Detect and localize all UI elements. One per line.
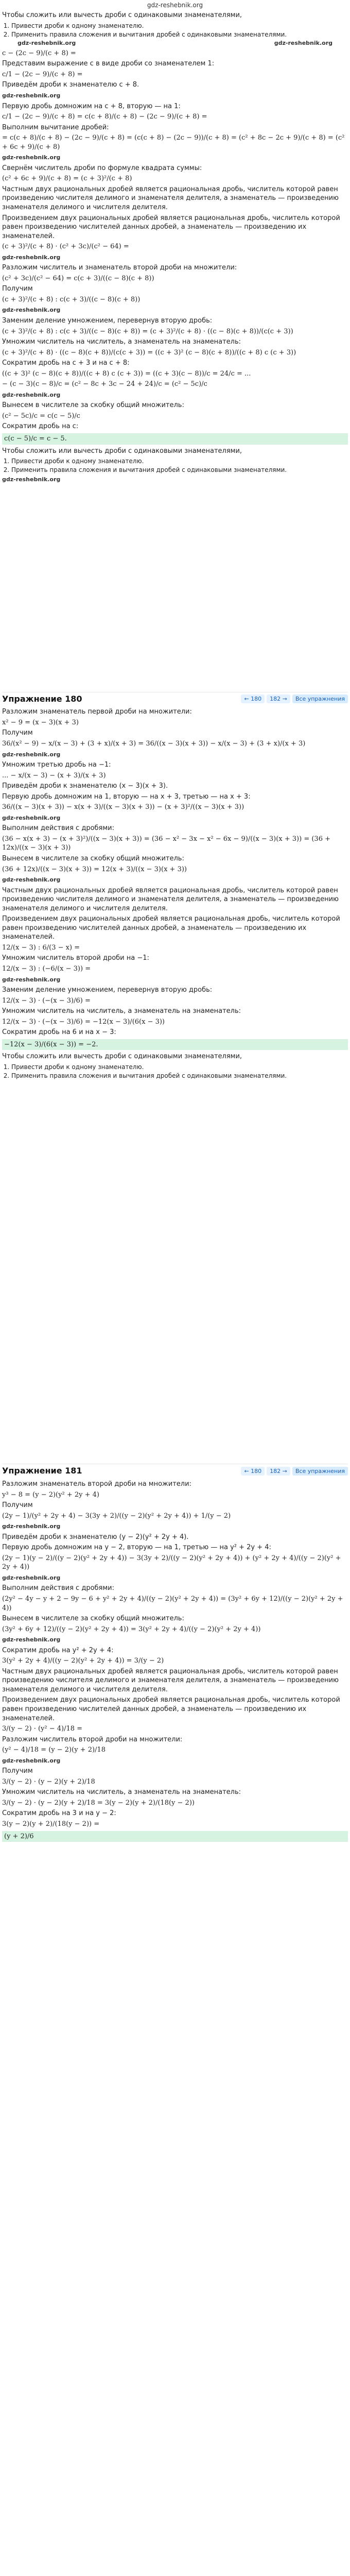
exercise-181-header xyxy=(2,1464,348,1478)
step-text: Вынесем в числителе за скобку общий множитель: xyxy=(2,1615,184,1623)
watermark: gdz-reshebnik.org xyxy=(2,476,61,483)
watermark: gdz-reshebnik.org xyxy=(2,1574,61,1581)
step-text: Умножим числитель на числитель, а знаменатель на знаменатель: xyxy=(2,338,241,346)
math-line: x² − 9 = (x − 3)(x + 3) xyxy=(2,718,79,726)
math-line: (3y² + 6y + 12)/((y − 2)(y² + 2y + 4)) = 3(y² + 2y + 4)/((y − 2)(y² + 2y + 4)) xyxy=(2,1625,261,1633)
math-line: y³ − 8 = (y − 2)(y² + 2y + 4) xyxy=(2,1490,99,1499)
math-line: 12/(x − 3) : 6/(3 − x) = xyxy=(2,943,80,952)
math-line: (2y − 1)(y − 2)/((y − 2)(y² + 2y + 4)) − 3(3y + 2)/((y − 2)(y² + 2y + 4)) + (y² + 2y + 4)/((y − 2)(y² + 2y + 4)) xyxy=(2,1554,341,1571)
step-text: Заменим деление умножением, перевернув вторую дробь: xyxy=(2,316,213,325)
step-text: Сократим дробь на 6 и на x − 3: xyxy=(2,1028,116,1037)
step-text: Частным двух рациональных дробей является рациональная дробь, числитель которой равен произведению числителя делимого и знаменателя делителя, а знаменатель — произведению знаменателя делимого и числителя делителя. xyxy=(2,886,339,912)
math-line: = c(c + 8)/(c + 8) − (2c − 9)/(c + 8) = (c(c + 8) − (2c − 9))/(c + 8) = (c² + 8c − 2c + 9)/(c + 8) = (c² + 6c + 9)/(c + 8) xyxy=(2,134,345,151)
site-top-watermark: gdz-reshebnik.org xyxy=(147,2,203,9)
math-line: c/1 − (2c − 9)/(c + 8) = c(c + 8)/(c + 8) − (2c − 9)/(c + 8) = xyxy=(2,113,207,121)
math-line: (c + 3)²/(c + 8) · ((c − 8)(c + 8))/(c(c + 3)) = ((c + 3)² (c − 8)(c + 8))/((c + 8) c (c + 3)) xyxy=(2,348,296,357)
watermark: gdz-reshebnik.org xyxy=(2,253,61,261)
step-text: Первую дробь домножим на y − 2, вторую — на 1, третью — на y² + 2y + 4: xyxy=(2,1544,271,1552)
step-text: Разложим знаменатель второй дроби на множители: xyxy=(2,1480,191,1488)
math-line: ((c + 3)² (c − 8)(c + 8))/((c + 8) c (c + 3)) = ((c + 3)(c − 8))/c = 24/c = ... xyxy=(2,369,251,378)
math-line: (c + 3)²/(c + 8) : c(c + 3)/((c − 8)(c + 8)) xyxy=(2,295,141,303)
step-text: Умножим числитель на числитель, а знаменатель на знаменатель: xyxy=(2,1007,241,1015)
watermark: gdz-reshebnik.org xyxy=(2,1523,61,1530)
step-text: Приведём дроби к знаменателю (y − 2)(y² + 2y + 4). xyxy=(2,1533,189,1541)
answer-box: (y + 2)/6 xyxy=(2,1831,348,1842)
step-text: Выполним действия с дробями: xyxy=(2,1584,114,1592)
step-text: Частным двух рациональных дробей является рациональная дробь, числитель которой равен произведению числителя делимого и знаменателя делителя, а знаменатель — произведению знаменателя делимого и числителя делителя. xyxy=(2,1667,339,1693)
watermark: gdz-reshebnik.org xyxy=(18,39,76,46)
answer-box: −12(x − 3)/(6(x − 3)) = −2. xyxy=(2,1039,348,1050)
step-text: Первую дробь домножим на 1, вторую — на x + 3, третью — на x + 3: xyxy=(2,792,251,801)
step-text: Первую дробь домножим на c + 8, вторую — на 1: xyxy=(2,102,181,110)
exercise-180-header xyxy=(2,692,348,706)
rule-item: 2. Применить правила сложения и вычитания дробей с одинаковыми знаменателями. xyxy=(11,30,348,39)
exercise-nav xyxy=(241,1467,348,1476)
step-text: Сократим дробь на c: xyxy=(2,422,79,431)
step-text: Представим выражение c в виде дроби со знаменателем 1: xyxy=(2,60,215,68)
watermark: gdz-reshebnik.org xyxy=(2,1636,61,1643)
math-line: 3/(y − 2) · (y − 2)(y + 2)/18 xyxy=(2,1777,95,1786)
step-text: Умножим числитель на числитель, а знаменатель на знаменатель: xyxy=(2,1788,241,1797)
step-text: Свернём числитель дроби по формуле квадрата суммы: xyxy=(2,164,202,172)
watermark: gdz-reshebnik.org xyxy=(2,751,61,758)
watermark: gdz-reshebnik.org xyxy=(2,814,61,821)
step-text: Умножим числитель второй дроби на −1: xyxy=(2,954,149,962)
math-line: 36/(x² − 9) − x/(x − 3) + (3 + x)/(x + 3) = 36/((x − 3)(x + 3)) − x/(x − 3) + (3 + x)/(x + 3) xyxy=(2,740,306,748)
step-text: Разложим числитель второй дроби на множители: xyxy=(2,1735,183,1743)
prev-exercise-button[interactable]: ← 180 xyxy=(241,1467,265,1476)
rules-list xyxy=(2,1063,348,1080)
math-line: 12/(x − 3) : (−6/(x − 3)) = xyxy=(2,965,91,973)
step-text: Сократим дробь на 3 и на y − 2: xyxy=(2,1809,116,1818)
math-line: 12/(x − 3) · (−(x − 3)/6) = −12(x − 3)/(6(x − 3)) xyxy=(2,1018,165,1026)
math-line: 3/(y − 2) · (y² − 4)/18 = xyxy=(2,1725,83,1733)
exercise-181-solution xyxy=(2,1480,348,1842)
watermark: gdz-reshebnik.org xyxy=(2,876,61,884)
math-line: 3/(y − 2) · (y − 2)(y + 2)/18 = 3(y − 2)(y + 2)/(18(y − 2)) xyxy=(2,1799,195,1807)
math-line: (y² − 4)/18 = (y − 2)(y + 2)/18 xyxy=(2,1746,106,1754)
answer-box: c(c − 5)/c = c − 5. xyxy=(2,433,348,445)
rules-list xyxy=(2,22,348,39)
rule-item: 1. Привести дроби к одному знаменателю. xyxy=(11,1063,348,1071)
step-text: Приведём дроби к знаменателю c + 8. xyxy=(2,81,139,89)
step-text: Умножим третью дробь на −1: xyxy=(2,761,111,769)
exercise-title: Упражнение 180 xyxy=(2,693,82,704)
step-text: Выполним вычитание дробей: xyxy=(2,123,109,131)
watermark: gdz-reshebnik.org xyxy=(2,1757,61,1764)
step-text: Приведём дроби к знаменателю (x − 3)(x + 3). xyxy=(2,782,168,790)
watermark: gdz-reshebnik.org xyxy=(2,307,61,314)
rule-item: 2. Применить правила сложения и вычитания дробей с одинаковыми знаменателями. xyxy=(11,1072,348,1080)
math-line: c − (2c − 9)/(c + 8) = xyxy=(2,49,76,57)
step-text: Получим xyxy=(2,1501,33,1510)
step-text: Сократим дробь на y² + 2y + 4: xyxy=(2,1646,114,1654)
prev-exercise-button[interactable]: ← 180 xyxy=(241,694,265,703)
exercise-title: Упражнение 181 xyxy=(2,1466,82,1476)
rule-item: 2. Применить правила сложения и вычитания дробей с одинаковыми знаменателями. xyxy=(11,466,348,474)
step-text: Вынесем в числителе за скобку общий множитель: xyxy=(2,855,184,863)
exercise-180-solution xyxy=(2,707,348,1460)
watermark: gdz-reshebnik.org xyxy=(2,976,61,983)
rules-block xyxy=(2,11,348,47)
step-text: Разложим числитель и знаменатель второй дроби на множители: xyxy=(2,264,237,272)
step-text: Частным двух рациональных дробей является рациональная дробь, числитель которой равен произведению числителя делимого и знаменателя делителя, а знаменатель — произведению знаменателя делимого и числителя делителя. xyxy=(2,185,339,211)
math-line: 3(y − 2)(y + 2)/(18(y − 2)) = xyxy=(2,1820,100,1828)
step-text: Получим xyxy=(2,1767,33,1775)
rule-item: 1. Привести дроби к одному знаменателю. xyxy=(11,457,348,465)
next-exercise-button[interactable]: 182 → xyxy=(267,694,290,703)
part1-solution xyxy=(2,49,348,688)
math-line: (c + 3)²/(c + 8) · (c² + 3c)/(c² − 64) = xyxy=(2,243,129,251)
math-line: (c² − 5c)/c = c(c − 5)/c xyxy=(2,412,80,420)
step-text: Сократим дробь на c + 3 и на c + 8: xyxy=(2,359,130,367)
rules-intro: Чтобы сложить или вычесть дроби с одинаковыми знаменателями, xyxy=(2,11,242,19)
rule-item: 1. Привести дроби к одному знаменателю. xyxy=(11,22,348,30)
watermark: gdz-reshebnik.org xyxy=(2,391,61,398)
watermark-row xyxy=(2,40,348,47)
step-text: Произведением двух рациональных дробей является рациональная дробь, числитель которой равен произведению числителей данных дробей, а знаменатель — произведению их знаменателей. xyxy=(2,915,340,941)
next-exercise-button[interactable]: 182 → xyxy=(267,1467,290,1476)
math-line: − (c − 3)(c − 8)/c = (c² − 8c + 3c − 24 + 24)/c = (c² − 5c)/c xyxy=(2,380,207,388)
math-line: (2y − 1)/(y² + 2y + 4) − 3(3y + 2)/((y − 2)(y² + 2y + 4)) + 1/(y − 2) xyxy=(2,1512,231,1520)
math-line: c/1 − (2c − 9)/(c + 8) = xyxy=(2,70,83,78)
math-line: ... − x/(x − 3) − (x + 3)/(x + 3) xyxy=(2,771,106,779)
step-text: Произведением двух рациональных дробей является рациональная дробь, числитель которой равен произведению числителей данных дробей, а знаменатель — произведению их знаменателей. xyxy=(2,1696,340,1722)
step-text: Произведением двух рациональных дробей является рациональная дробь, числитель которой равен произведению числителей данных дробей, а знаменатель — произведению их знаменателей. xyxy=(2,214,340,240)
math-line: (c + 3)²/(c + 8) : c(c + 3)/((c − 8)(c + 8)) = (c + 3)²/(c + 8) · ((c − 8)(c + 8))/(c(c + 3)) xyxy=(2,327,293,335)
step-text: Выполним действия с дробями: xyxy=(2,824,114,833)
exercise-nav xyxy=(241,694,348,703)
step-text: Разложим знаменатель первой дроби на множители: xyxy=(2,708,192,716)
step-text: Получим xyxy=(2,729,33,737)
watermark: gdz-reshebnik.org xyxy=(274,39,332,46)
step-text: Заменим деление умножением, перевернув вторую дробь: xyxy=(2,986,213,994)
math-line: 12/(x − 3) · (−(x − 3)/6) = xyxy=(2,996,91,1005)
watermark: gdz-reshebnik.org xyxy=(2,154,61,161)
math-line: 3(y² + 2y + 4)/((y − 2)(y² + 2y + 4)) = 3/(y − 2) xyxy=(2,1657,164,1665)
rules-list xyxy=(2,457,348,474)
rules-intro: Чтобы сложить или вычесть дроби с одинаковыми знаменателями, xyxy=(2,1053,242,1061)
math-line: 36/((x − 3)(x + 3)) − x(x + 3)/((x − 3)(x + 3)) − (x + 3)²/((x − 3)(x + 3)) xyxy=(2,803,244,811)
math-line: (c² + 6c + 9)/(c + 8) = (c + 3)²/(c + 8) xyxy=(2,175,132,183)
all-exercises-button[interactable]: Все упражнения xyxy=(292,694,348,703)
all-exercises-button[interactable]: Все упражнения xyxy=(292,1467,348,1476)
math-line: (2y² − 4y − y + 2 − 9y − 6 + y² + 2y + 4)/((y − 2)(y² + 2y + 4)) = (3y² + 6y + 12)/((y − 2)(y² + 2y + 4)) xyxy=(2,1595,343,1612)
math-line: (36 + 12x)/((x − 3)(x + 3)) = 12(x + 3)/((x − 3)(x + 3)) xyxy=(2,865,187,873)
math-line: (c² + 3c)/(c² − 64) = c(c + 3)/((c − 8)(c + 8)) xyxy=(2,274,154,282)
step-text: Получим xyxy=(2,285,33,293)
rules-intro: Чтобы сложить или вычесть дроби с одинаковыми знаменателями, xyxy=(2,447,242,455)
step-text: Вынесем в числителе за скобку общий множитель: xyxy=(2,401,184,410)
math-line: (36 − x(x + 3) − (x + 3)²)/((x − 3)(x + 3)) = (36 − x² − 3x − x² − 6x − 9)/((x − 3)(x + 3)) = (36 + 12x)/((x − 3)(x + 3)) xyxy=(2,835,330,852)
watermark: gdz-reshebnik.org xyxy=(2,92,61,99)
